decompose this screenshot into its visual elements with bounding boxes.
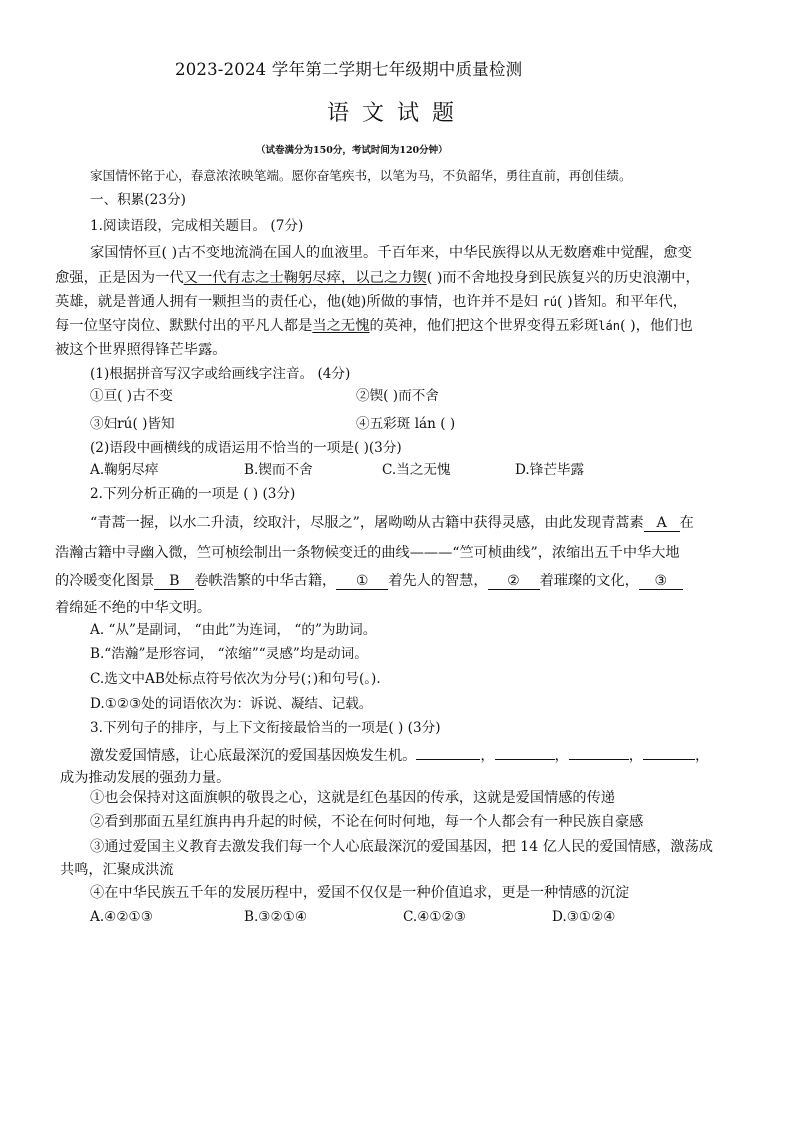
q1-passage-line xyxy=(55,268,700,288)
q2-title: 2.下列分析正确的一项是 ( ) (3分) xyxy=(90,486,296,502)
blank-3: ③ xyxy=(639,573,683,590)
passage-text: ( )，他们也 xyxy=(619,318,693,334)
q3-option-b: B.③②①④ xyxy=(244,909,308,925)
q3-title: 3.下列句子的排序，与上下文衔接最恰当的一项是( ) (3分) xyxy=(90,720,441,736)
answer-blank xyxy=(416,759,480,760)
q1-passage-line xyxy=(55,316,693,336)
pinyin-text: lán xyxy=(598,319,620,333)
q1-passage-line: 被这个世界照得锋芒毕露。 xyxy=(55,342,227,358)
subject-title: 语文试题 xyxy=(327,101,468,126)
q1-item: ④五彩斑 lán ( ) xyxy=(356,416,456,432)
q1-option-a: A.鞠躬尽瘁 xyxy=(90,462,159,478)
q1-item: ③妇rú( )皆知 xyxy=(90,416,175,432)
passage-text: 着璀璨的文化， xyxy=(539,573,639,589)
q1-passage-line xyxy=(55,292,687,312)
q2-passage-line: 着绵延不绝的中华文明。 xyxy=(55,600,212,616)
q2-passage-line xyxy=(90,513,694,533)
blank-a: A xyxy=(644,515,680,532)
passage-text: “青蒿一握，以水二升渍，绞取汁，尽服之”，屠呦呦从古籍中获得灵感，由此发现青蒿素 xyxy=(90,515,644,531)
greeting-text: 家国情怀铭于心，春意浓浓映笔端。愿你奋笔疾书，以笔为马，不负韶华，勇往直前，再创佳绩。 xyxy=(90,168,632,183)
q3-sentence: ③通过爱国主义教育去激发我们每一个人心底最深沉的爱国基因，把 14 亿人民的爱国情感，激荡成 xyxy=(90,839,713,855)
passage-text: 英雄，就是普通人拥有一颗担当的责任心，他(她)所做的事情，也许并不是妇 xyxy=(55,294,543,310)
q1-title: 1.阅读语段，完成相关题目。 (7分) xyxy=(90,218,304,234)
underlined-phrase: 当之无愧 xyxy=(312,318,370,334)
pinyin-text: rú xyxy=(542,295,557,309)
q2-option-c: C.选文中AB处标点符号依次为分号(；)和句号(。). xyxy=(90,671,381,687)
q3-option-d: D.③①②④ xyxy=(552,909,616,925)
q3-option-a: A.④②①③ xyxy=(90,909,153,925)
passage-text: ( )皆知。和平年代， xyxy=(556,294,688,310)
q1-passage-line: 家国情怀亘( )古不变地流淌在国人的血液里。千百年来，中华民族得以从无数磨难中觉醒，愈变 xyxy=(90,245,692,261)
q1-sub1: (1)根据拼音写汉字或给画线字注音。 (4分) xyxy=(90,366,351,382)
passage-text: 卷帙浩繁的中华古籍， xyxy=(194,573,337,589)
underlined-phrase: 又一代有志之士鞠躬尽瘁，以己之力锲 xyxy=(183,270,427,286)
passage-text: 愈强，正是因为一代 xyxy=(55,270,184,286)
blank-2: ② xyxy=(488,573,540,590)
q3-sentence: ④在中华民族五千年的发展历程中，爱国不仅仅是一种价值追求，更是一种情感的沉淀 xyxy=(90,885,630,901)
answer-blank xyxy=(643,759,695,760)
q1-sub2: (2)语段中画横线的成语运用不恰当的一项是( )(3分) xyxy=(90,440,402,456)
q1-item: ②锲( )而不舍 xyxy=(356,388,439,404)
q1-item: ①亘( )古不变 xyxy=(90,388,173,404)
q2-option-b: B.“浩瀚”是形容词， “浓缩”“灵感”均是动词。 xyxy=(90,646,368,662)
passage-text: 着先人的智慧， xyxy=(388,573,488,589)
q1-option-b: B.锲而不舍 xyxy=(244,462,313,478)
passage-text: 每一位坚守岗位、默默付出的平凡人都是 xyxy=(55,318,313,334)
passage-text: ( )而不舍地投身到民族复兴的历史浪潮中， xyxy=(426,270,700,286)
passage-text: 在 xyxy=(679,515,694,531)
q3-option-c: C.④①②③ xyxy=(403,909,466,925)
q3-sentence: 共鸣，汇聚成洪流 xyxy=(60,862,174,878)
q3-sentence: ①也会保持对这面旗帜的敬畏之心，这就是红色基因的传承，这就是爱国情感的传递 xyxy=(90,790,615,806)
q2-passage-line: 浩瀚古籍中寻幽入微，竺可桢绘制出一条物候变迁的曲线———“竺可桢曲线”，浓缩出五千中华大地 xyxy=(55,545,680,561)
exam-note: （试卷满分为150分，考试时间为120分钟） xyxy=(256,145,448,156)
q2-option-a: A. “从”是副词， “由此”为连词， “的”为助词。 xyxy=(90,622,377,638)
q2-passage-line xyxy=(55,571,683,591)
blank-1: ① xyxy=(336,573,388,590)
q1-option-c: C.当之无愧 xyxy=(382,462,451,478)
q3-passage-line: 激发爱国情感，让心底最深沉的爱国基因焕发生机。 ， ， ， ， xyxy=(90,748,710,764)
q1-option-d: D.锋芒毕露 xyxy=(515,462,585,478)
passage-text: 的冷暖变化图景 xyxy=(55,573,155,589)
passage-text: 激发爱国情感，让心底最深沉的爱国基因焕发生机。 xyxy=(90,748,417,764)
q3-passage-line: 成为推动发展的强劲力量。 xyxy=(60,770,231,786)
q2-option-d: D.①②③处的词语依次为：诉说、凝结、记载。 xyxy=(90,696,373,712)
passage-text: 的英神，他们把这个世界变得五彩斑 xyxy=(369,318,599,334)
section-heading: 一、积累(23分) xyxy=(90,192,186,208)
answer-blank xyxy=(495,759,555,760)
answer-blank xyxy=(569,759,629,760)
blank-b: B xyxy=(154,573,194,590)
exam-title: 2023-2024 学年第二学期七年级期中质量检测 xyxy=(175,60,523,79)
q3-sentence: ②看到那面五星红旗冉冉升起的时候，不论在何时何地，每一个人都会有一种民族自豪感 xyxy=(90,814,644,830)
